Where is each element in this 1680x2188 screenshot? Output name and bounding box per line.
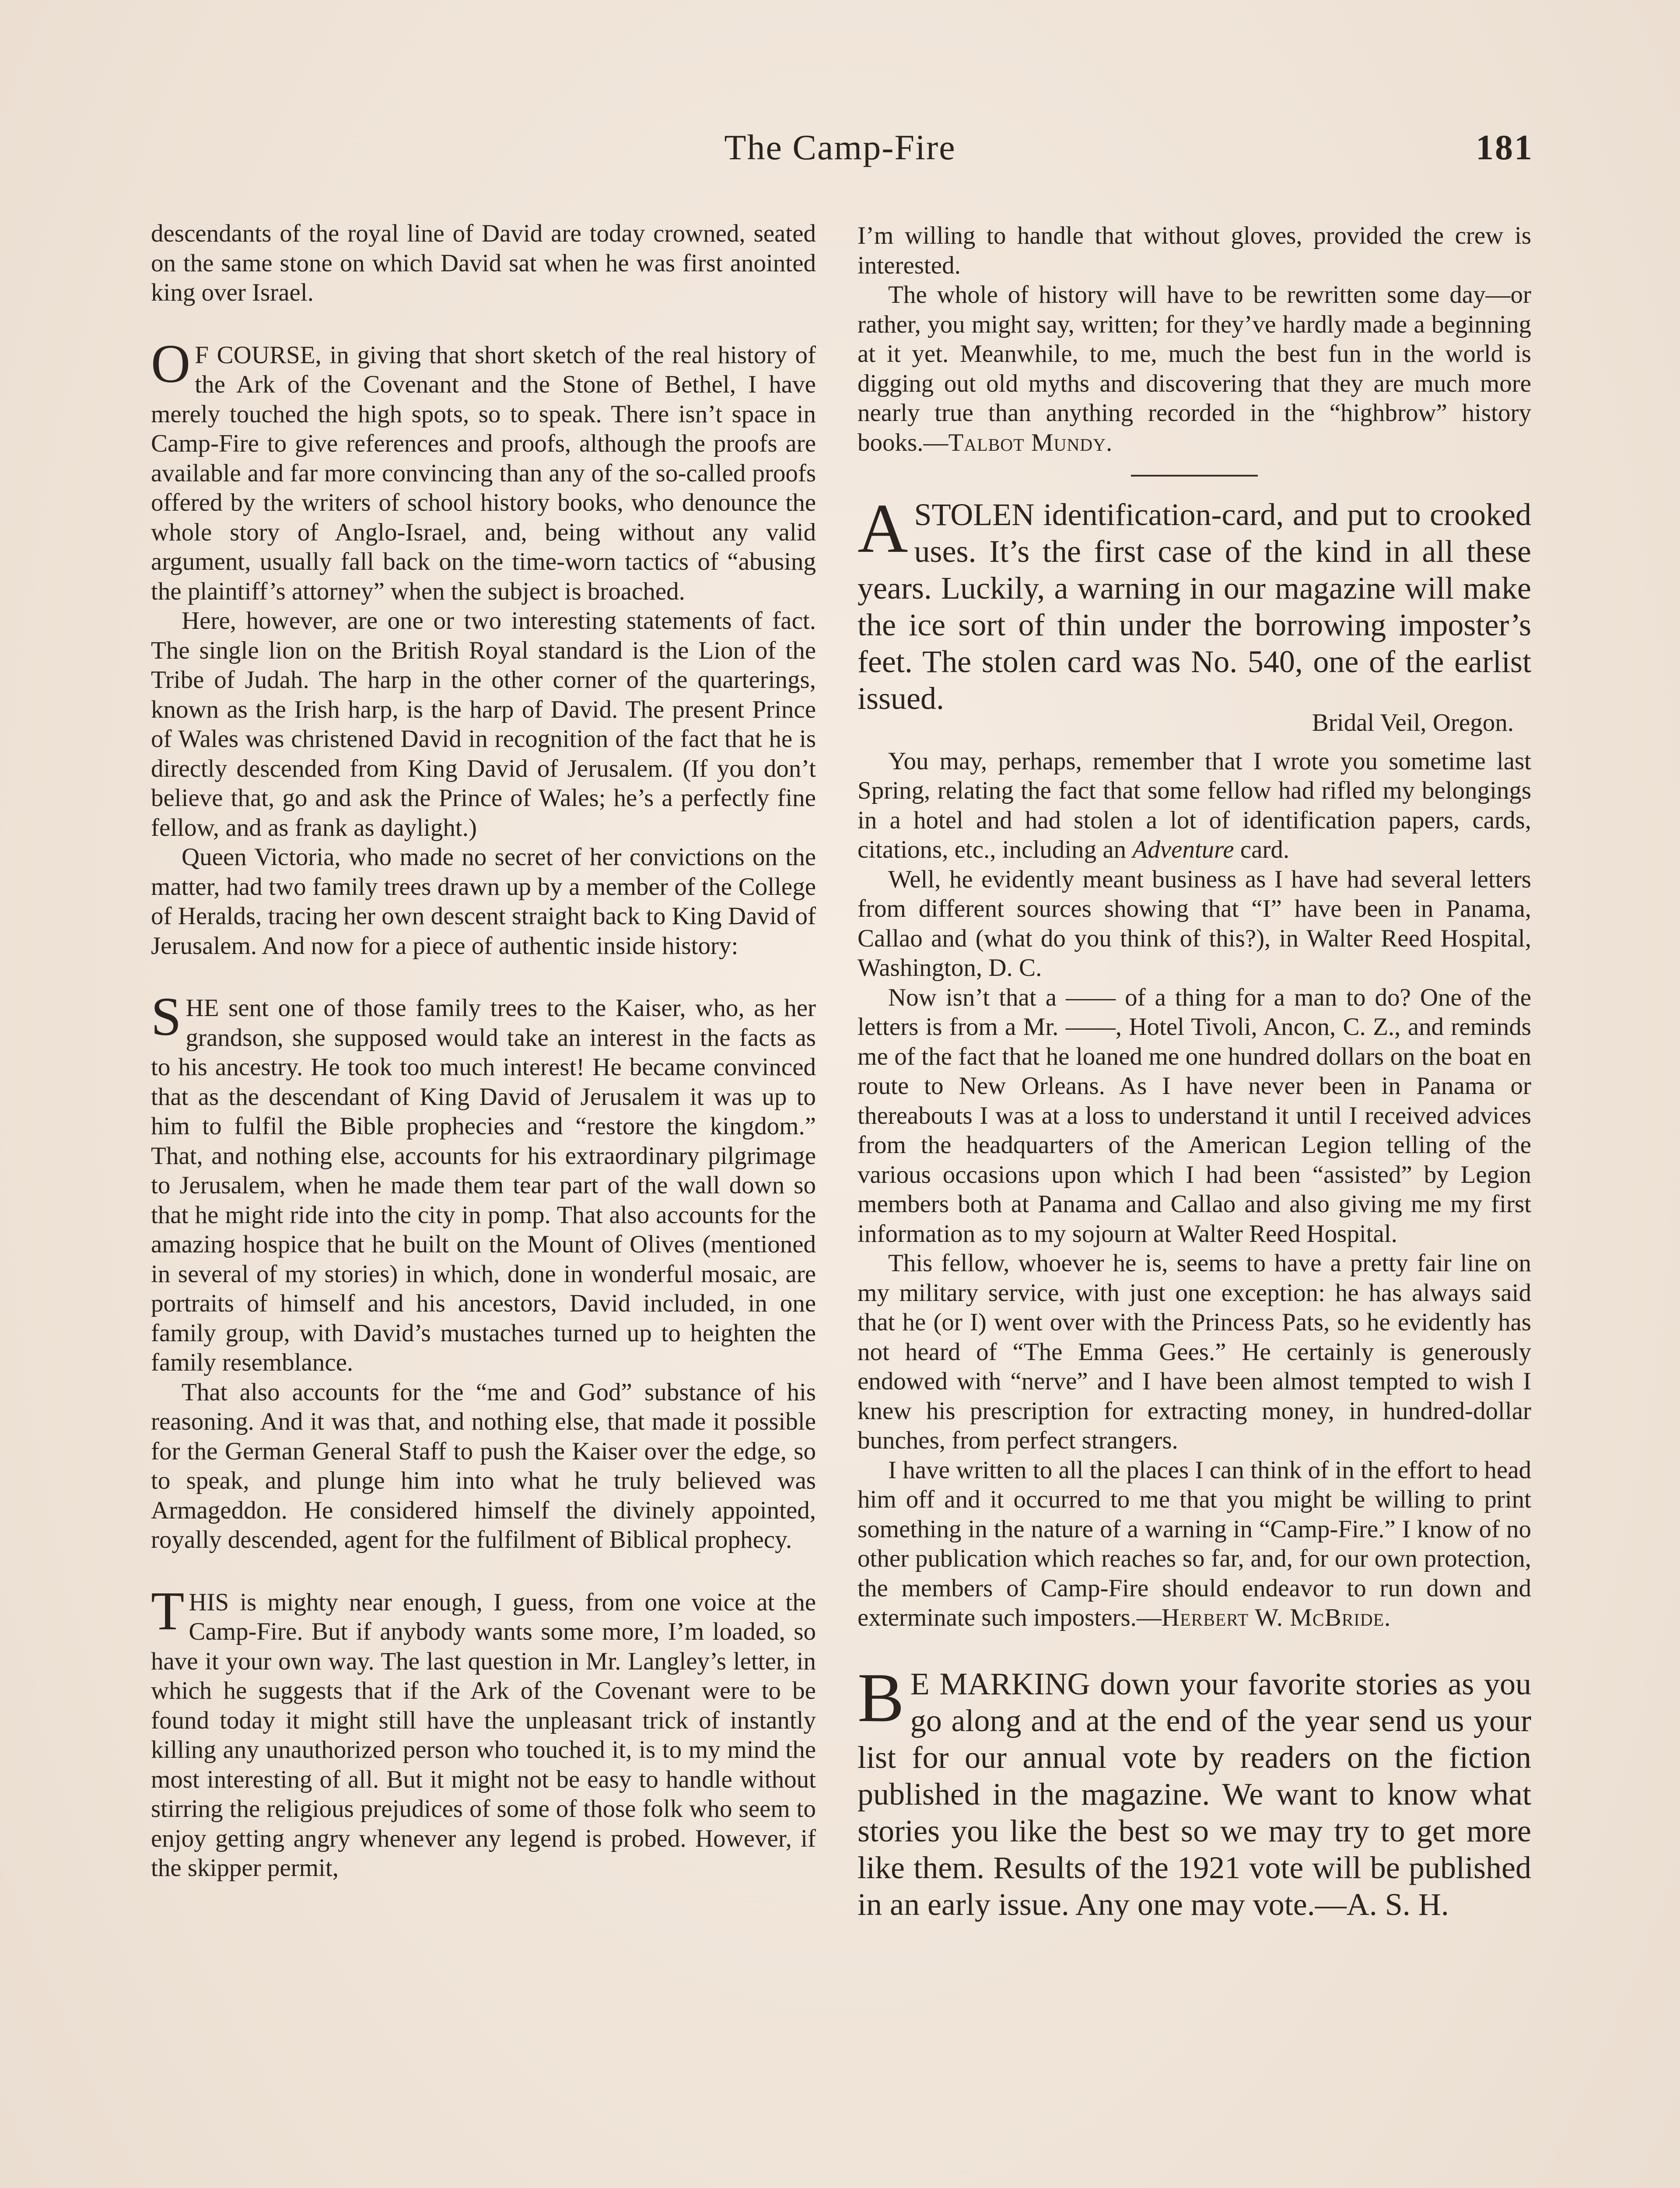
paragraph: descendants of the royal line of David are today crowned, seated on the same stone on which David sat when he was first anointed king over Israel.	[151, 220, 816, 306]
paragraph: Here, however, are one or two interesting statements of fact. The single lion on the British Royal standard is the Lion of the Tribe of Judah. The harp in the other corner of the quarterings, known as the Irish harp, is the harp of David. The present Prince of Wales was christened David in recognition of the fact that he is directly descended from King David of Jerusalem. (If you don’t believe that, go and ask the Prince of Wales; he’s a perfectly fine fellow, and as frank as daylight.)	[151, 607, 816, 842]
section-of-course	[151, 333, 816, 961]
editor-intro	[858, 489, 1531, 717]
paragraph: You may, perhaps, remember that I wrote you sometime last Spring, relating the fact that some fellow had rifled my belongings in a hotel and had stolen a lot of identification papers, cards, citations, etc., including an Adventure card.	[858, 747, 1531, 863]
drop-cap: T	[151, 1581, 185, 1641]
paragraph: SHE sent one of those family trees to the Kaiser, who, as her grandson, she supposed would take an interest in the facts as to his ancestry. He took too much interest! He became convinced that as the descendant of King David of Jerusalem it was up to him to fulfil the Bible prophecies and “restore the kingdom.” That, and nothing else, accounts for his extraordinary pilgrimage to Jerusalem, when he made them tear part of the wall down so that he might ride into the city in pomp. That also accounts for the amazing hospice that he built on the Mount of Olives (mentioned in several of my stories) in which, done in wonderful mosaic, are portraits of himself and his ancestors, David included, in one family group, with David’s mustaches turned up to heighten the family resemblance.	[151, 987, 816, 1376]
running-title: The Camp-Fire	[724, 127, 956, 167]
page-header	[0, 127, 1680, 184]
paragraph: B E MARKING down your favorite stories as you go along and at the end of the year send us your list for our annual vote by readers on the fiction published in the magazine. We want to know what stories you like the best so we may try to get more like them. Results of the 1921 vote will be published in an early issue. Any one may vote.—A. S. H.	[858, 1658, 1531, 1922]
dateline: Bridal Veil, Oregon.	[1312, 709, 1514, 736]
editor-note	[858, 1658, 1531, 1923]
section-she-sent	[151, 987, 816, 1555]
paragraph: This fellow, whoever he is, seems to have a pretty fair line on my military service, with just one exception: he has always said that he (or I) went over with the Princess Pats, so he evidently has not heard of “The Emma Gees.” He certainly is generously endowed with “nerve” and I have been almost tempted to wish I knew his prescription for extracting money, in hundred-dollar bunches, from perfect strangers.	[858, 1249, 1531, 1454]
paragraph: O F COURSE, in giving that short sketch of the real history of the Ark of the Covenant and the Stone of Bethel, I have merely touched the high spots, so to speak. There isn’t space in Camp-Fire to give references and proofs, although the proofs are available and far more convincing than any of the so-called proofs offered by the writers of school history books, who denounce the whole story of Anglo-Israel, and, being without any valid argument, usually fall back on the time-worn tactics of “abusing the plaintiff’s attorney” when the subject is broached.	[151, 333, 816, 605]
page-number: 181	[1476, 127, 1533, 167]
divider	[1131, 475, 1258, 477]
paragraph: That also accounts for the “me and God” substance of his reasoning. And it was that, and nothing else, that made it possible for the German General Staff to push the Kaiser over the edge, so to speak, and plunge him into what he truly believed was Armageddon. He considered himself the divinely appointed, royally descended, agent for the fulfilment of Biblical prophecy.	[151, 1378, 816, 1553]
paragraph: A STOLEN identification-card, and put to crooked uses. It’s the first case of the kind in all these years. Luckily, a warning in our magazine will make the ice sort of thin under the borrowing imposter’s feet. The stolen card was No. 540, one of the earlist issued.	[858, 489, 1531, 716]
section-this-is	[151, 1581, 816, 1883]
right-column	[858, 221, 1531, 1923]
section-continuation-right	[858, 221, 1531, 457]
section-stolen-card	[858, 489, 1531, 1633]
paragraph: Queen Victoria, who made no secret of her convictions on the matter, had two family trees drawn up by a member of the College of Heralds, tracing her own descent straight back to King David of Jerusalem. And now for a piece of authentic inside history:	[151, 843, 816, 960]
left-column	[151, 219, 816, 1883]
signature: Herbert W. McBride.	[1161, 1604, 1391, 1631]
paragraph: I have written to all the places I can think of in the effort to head him off and it occurred to me that you might be willing to print something in the nature of a warning in “Camp-Fire.” I know of no other publication which reaches so far, and, for our own protection, the members of Camp-Fire should endeavor to run down and exterminate such imposters.—Herbert W. McBride.	[858, 1456, 1531, 1631]
drop-cap: A	[858, 489, 908, 567]
paragraph: I’m willing to handle that without gloves, provided the crew is interested.	[858, 222, 1531, 279]
section-be-marking	[858, 1658, 1531, 1923]
signature: Talbot Mundy.	[948, 428, 1113, 456]
drop-cap: O	[151, 333, 191, 394]
paragraph: The whole of history will have to be rewritten some day—or rather, you might say, written; for they’ve hardly made a beginning at it yet. Meanwhile, to me, much the best fun in the world is digging out old myths and discovering that they are much more nearly true than anything recorded in the “highbrow” history books.—Talbot Mundy.	[858, 281, 1531, 456]
section-continuation	[151, 219, 816, 308]
paragraph: Now isn’t that a —— of a thing for a man to do? One of the letters is from a Mr. ——, Hotel Tivoli, Ancon, C. Z., and reminds me of the fact that he loaned me one hundred dollars on the boat en route to New Orleans. As I have never been in Panama or thereabouts I was at a loss to understand it until I received advices from the headquarters of the American Legion telling of the various occasions upon which I had been “assisted” by Legion members both at Panama and Callao and also giving me my first information as to my sojourn at Walter Reed Hospital.	[858, 983, 1531, 1248]
drop-cap: S	[151, 987, 182, 1047]
paragraph: THIS is mighty near enough, I guess, from one voice at the Camp-Fire. But if anybody wants some more, I’m loaded, so have it your own way. The last question in Mr. Langley’s letter, in which he suggests that if the Ark of the Covenant were to be found today it might still have the unpleasant trick of instantly killing any unauthorized person who touched it, is to my mind the most interesting of all. But it might not be easy to handle without stirring the religious prejudices of some of those folk who seem to enjoy getting angry whenever any legend is probed. However, if the skipper permit,	[151, 1581, 816, 1882]
drop-cap: B	[858, 1658, 904, 1736]
paragraph: Well, he evidently meant business as I have had several letters from different sources showing that “I” have been in Panama, Callao and (what do you think of this?), in Walter Reed Hospital, Washington, D. C.	[858, 865, 1531, 982]
